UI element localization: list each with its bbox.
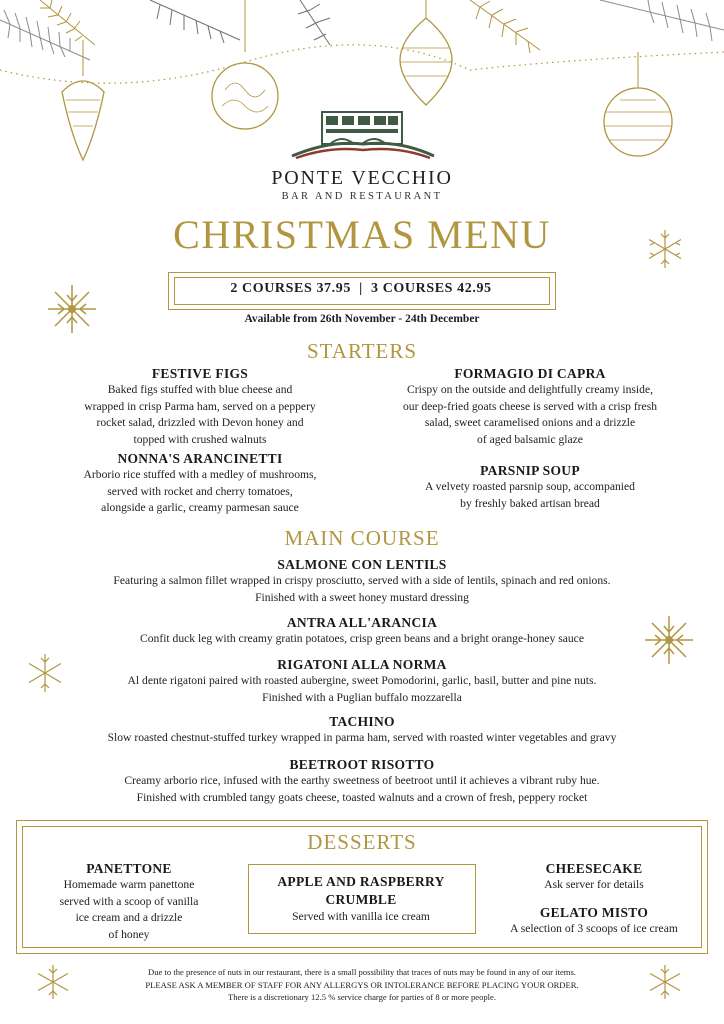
dish-name: BEETROOT RISOTTO	[289, 757, 435, 772]
dessert-cheesecake	[494, 861, 694, 894]
nuts-warning: Due to the presence of nuts in our restaurant, there is a small possibility that traces of nuts may be found in any of our items.	[148, 967, 576, 977]
service-charge-note: There is a discretionary 12.5 % service charge for parties of 8 or more people.	[227, 992, 497, 1002]
starter-parsnip-soup	[370, 463, 690, 512]
brand-tagline: BAR AND RESTAURANT	[281, 191, 443, 202]
dish-description: A velvety roasted parsnip soup, accompanied by freshly baked artisan bread	[425, 480, 635, 510]
dish-name: PARSNIP SOUP	[480, 463, 580, 478]
desserts-heading: DESSERTS	[307, 830, 417, 854]
dish-name: TACHINO	[329, 714, 395, 729]
dish-description: Served with vanilla ice cream	[292, 910, 430, 923]
starter-nonnas-arancinetti	[40, 451, 360, 517]
snowflake-icon	[646, 963, 684, 1001]
main-course-heading: MAIN COURSE	[284, 526, 440, 550]
bauble-onion-icon	[400, 0, 452, 105]
snowflake-icon	[34, 963, 72, 1001]
starter-festive-figs	[40, 366, 360, 448]
availability-note: Available from 26th November - 24th December	[244, 313, 480, 325]
allergy-instruction: PLEASE ASK A MEMBER OF STAFF FOR ANY ALLERGYS OR INTOLERANCE BEFORE PLACING YOUR ORDER.	[145, 979, 579, 990]
dish-name: SALMONE CON LENTILS	[277, 557, 447, 572]
gold-pine-branch-right	[470, 0, 540, 53]
main-antra-allarancia	[40, 615, 684, 648]
starters-heading: STARTERS	[306, 339, 418, 363]
main-rigatoni-alla-norma	[40, 657, 684, 706]
dish-description: Arborio rice stuffed with a medley of mushrooms, served with rocket and cherry tomatoes, alongside a garlic, creamy parmesan sauce	[83, 468, 317, 514]
dish-name: APPLE AND RASPBERRY CRUMBLE	[277, 874, 445, 907]
dessert-apple-raspberry-crumble	[248, 873, 474, 926]
dish-description: A selection of 3 scoops of ice cream	[510, 922, 678, 935]
dish-description: Al dente rigatoni paired with roasted aubergine, sweet Pomodorini, garlic, basil, butter and pine nuts. Finished with a Puglian buffalo mozzarella	[127, 674, 597, 704]
dish-name: ANTRA ALL'ARANCIA	[286, 615, 438, 630]
dish-description: Slow roasted chestnut-stuffed turkey wrapped in parma ham, served with roasted winter vegetables and gravy	[107, 731, 617, 744]
dish-description: Homemade warm panettone served with a scoop of vanilla ice cream and a drizzle of honey	[59, 878, 199, 941]
bauble-left-icon	[62, 40, 104, 160]
dish-name: CHEESECAKE	[545, 861, 643, 876]
dish-name: RIGATONI ALLA NORMA	[277, 657, 447, 672]
snowflake-icon	[644, 228, 686, 270]
menu-title: CHRISTMAS MENU	[173, 212, 551, 257]
starter-formagio-di-capra	[370, 366, 690, 448]
bauble-right-icon	[604, 52, 672, 156]
brand-name: PONTE VECCHIO	[271, 167, 453, 189]
dessert-gelato-misto	[486, 905, 702, 938]
dish-description: Baked figs stuffed with blue cheese and wrapped in crisp Parma ham, served on a peppery rocket salad, drizzled with Devon honey and topped with crushed walnuts	[84, 383, 316, 446]
snowflake-starburst-icon	[46, 283, 98, 335]
main-salmone-con-lentils	[40, 557, 684, 606]
dish-description: Featuring a salmon fillet wrapped in crispy prosciutto, served with a side of lentils, spinach and red onions. Finished with a sweet honey mustard dressing	[113, 574, 611, 604]
dish-name: PANETTONE	[86, 861, 172, 876]
grey-pine-branch-top	[150, 0, 330, 45]
dish-description: Creamy arborio rice, infused with the earthy sweetness of beetroot until it achieves a vibrant ruby hue. Finished with crumbled tangy goats cheese, toasted walnuts and a crown of fresh, peppery rocket	[124, 774, 600, 804]
dish-description: Confit duck leg with creamy gratin potatoes, crisp green beans and a bright orange-honey sauce	[140, 632, 584, 645]
grey-pine-branch-left	[0, 10, 90, 60]
dish-name: GELATO MISTO	[539, 905, 649, 920]
main-tachino	[40, 714, 684, 747]
allergy-notice	[84, 966, 640, 1004]
ponte-vecchio-bridge-logo	[290, 110, 436, 160]
grey-pine-branch-right	[600, 0, 724, 41]
dish-name: NONNA'S ARANCINETTI	[117, 451, 283, 466]
main-beetroot-risotto	[40, 757, 684, 806]
dish-name: FORMAGIO DI CAPRA	[454, 366, 606, 381]
dish-description: Crispy on the outside and delightfully creamy inside, our deep-fried goats cheese is served with a crisp fresh salad, sweet caramelised onions and a drizzle of aged balsamic glaze	[403, 383, 657, 446]
course-pricing: 2 COURSES 37.95 | 3 COURSES 42.95	[230, 281, 492, 296]
dish-description: Ask server for details	[544, 878, 644, 891]
bead-garland	[0, 45, 724, 83]
dessert-panettone	[38, 861, 220, 943]
dish-name: FESTIVE FIGS	[151, 366, 249, 381]
gold-pine-branch-left	[40, 0, 95, 45]
bauble-swirl-icon	[212, 0, 278, 129]
